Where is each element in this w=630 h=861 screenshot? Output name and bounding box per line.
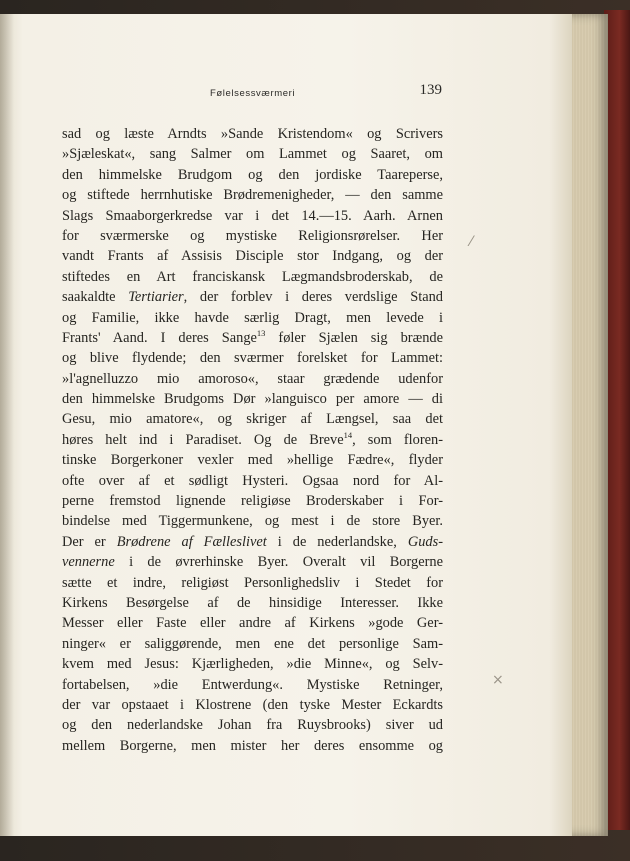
text-line: stiftedes en Art franciskansk Lægmandsbroderskab, de	[62, 268, 443, 285]
text-line: kvem med Jesus: Kjærligheden, »die Minne«, og Selv-	[62, 656, 443, 673]
text-line: perne fremstod lignende religiøse Broderskaber i For-	[62, 493, 443, 510]
text-line: Frants' Aand. I deres Sange$^{13}$ føler Sjælen sig brænde	[62, 328, 443, 346]
italic-term: vennerne	[62, 554, 115, 571]
pencil-mark: ⁄	[470, 234, 473, 250]
text-line: ofte over af et sødligt Hysteri. Ogsaa nord for Al-	[62, 472, 443, 489]
text-line: Kirkens Besørgelse af de hinsidige Interesser. Ikke	[62, 594, 443, 611]
text-line: Der er Brødrene af Fælleslivet i de nederlandske, Guds-	[62, 533, 443, 550]
text-line: og blive flydende; den sværmer forelsket for Lammet:	[62, 350, 443, 367]
footnote-ref: 13	[256, 328, 266, 339]
text-line: vennerne i de øvrerhinske Byer. Overalt vil Borgerne	[62, 554, 443, 571]
text-line: ninger« er saliggørende, men ene det personlige Sam-	[62, 635, 443, 652]
page-header	[62, 80, 442, 104]
text-line: Gesu, mio amatore«, og skriger af Længsel, saa det	[62, 411, 443, 428]
text-line: fortabelsen, »die Entwerdung«. Mystiske Retninger,	[62, 676, 443, 693]
body-text	[62, 124, 443, 756]
text-line: bindelse med Tiggermunkene, og mest i de store Byer.	[62, 513, 443, 530]
gutter-shadow	[0, 14, 14, 836]
text-line: den himmelske Brudgom og den jordiske Taareperse,	[62, 166, 443, 183]
text-line: der var opstaaet i Klostrene (den tyske Mester Eckardts	[62, 696, 443, 713]
pencil-mark: ×	[492, 672, 504, 688]
page-number: 139	[419, 82, 442, 98]
text-line: for sværmerske og mystiske Religionsrørelser. Her	[62, 227, 443, 244]
running-head: Følelsessværmeri	[210, 88, 296, 99]
text-line: sad og læste Arndts »Sande Kristendom« og Scrivers	[62, 126, 443, 142]
text-line: tinske Borgerkoner vexler med »hellige Fædre«, flyder	[62, 452, 443, 469]
text-line: høres helt ind i Paradiset. Og de Breve$^{14}$, som floren-	[62, 430, 443, 448]
text-line: »Sjæleskat«, sang Salmer om Lammet og Saaret, om	[62, 146, 443, 163]
text-line: og Familie, ikke havde særlig Dragt, men levede i	[62, 309, 443, 326]
text-line: saakaldte Tertiarier, der forblev i deres verdslige Stand	[62, 289, 443, 306]
text-line: Slags Smaaborgerkredse var i det 14.—15. Aarh. Arnen	[62, 207, 443, 224]
text-line: sætte et indre, religiøst Personlighedsliv i Stedet for	[62, 574, 443, 591]
footnote-ref: 14	[343, 430, 353, 441]
text-line: Messer eller Faste eller andre af Kirkens »gode Ger-	[62, 615, 443, 632]
text-line: »l'agnelluzzo mio amoroso«, staar grædende udenfor	[62, 370, 443, 387]
text-line: mellem Borgerne, men mister her deres ensomme og	[62, 737, 443, 754]
italic-term: Brødrene af Fælleslivet	[116, 533, 267, 550]
text-line: og stiftede herrnhutiske Brødremenigheder, — den samme	[62, 187, 443, 204]
book-page	[0, 14, 572, 836]
italic-term: Tertiarier	[128, 289, 184, 306]
text-line: og den nederlandske Johan fra Ruysbrooks) siver ud	[62, 717, 443, 734]
italic-term: Guds-	[407, 533, 443, 550]
text-line: den himmelske Brudgoms Dør »languisco per amore — di	[62, 391, 443, 408]
text-line: vandt Frants af Assisis Disciple stor Indgang, og der	[62, 248, 443, 265]
